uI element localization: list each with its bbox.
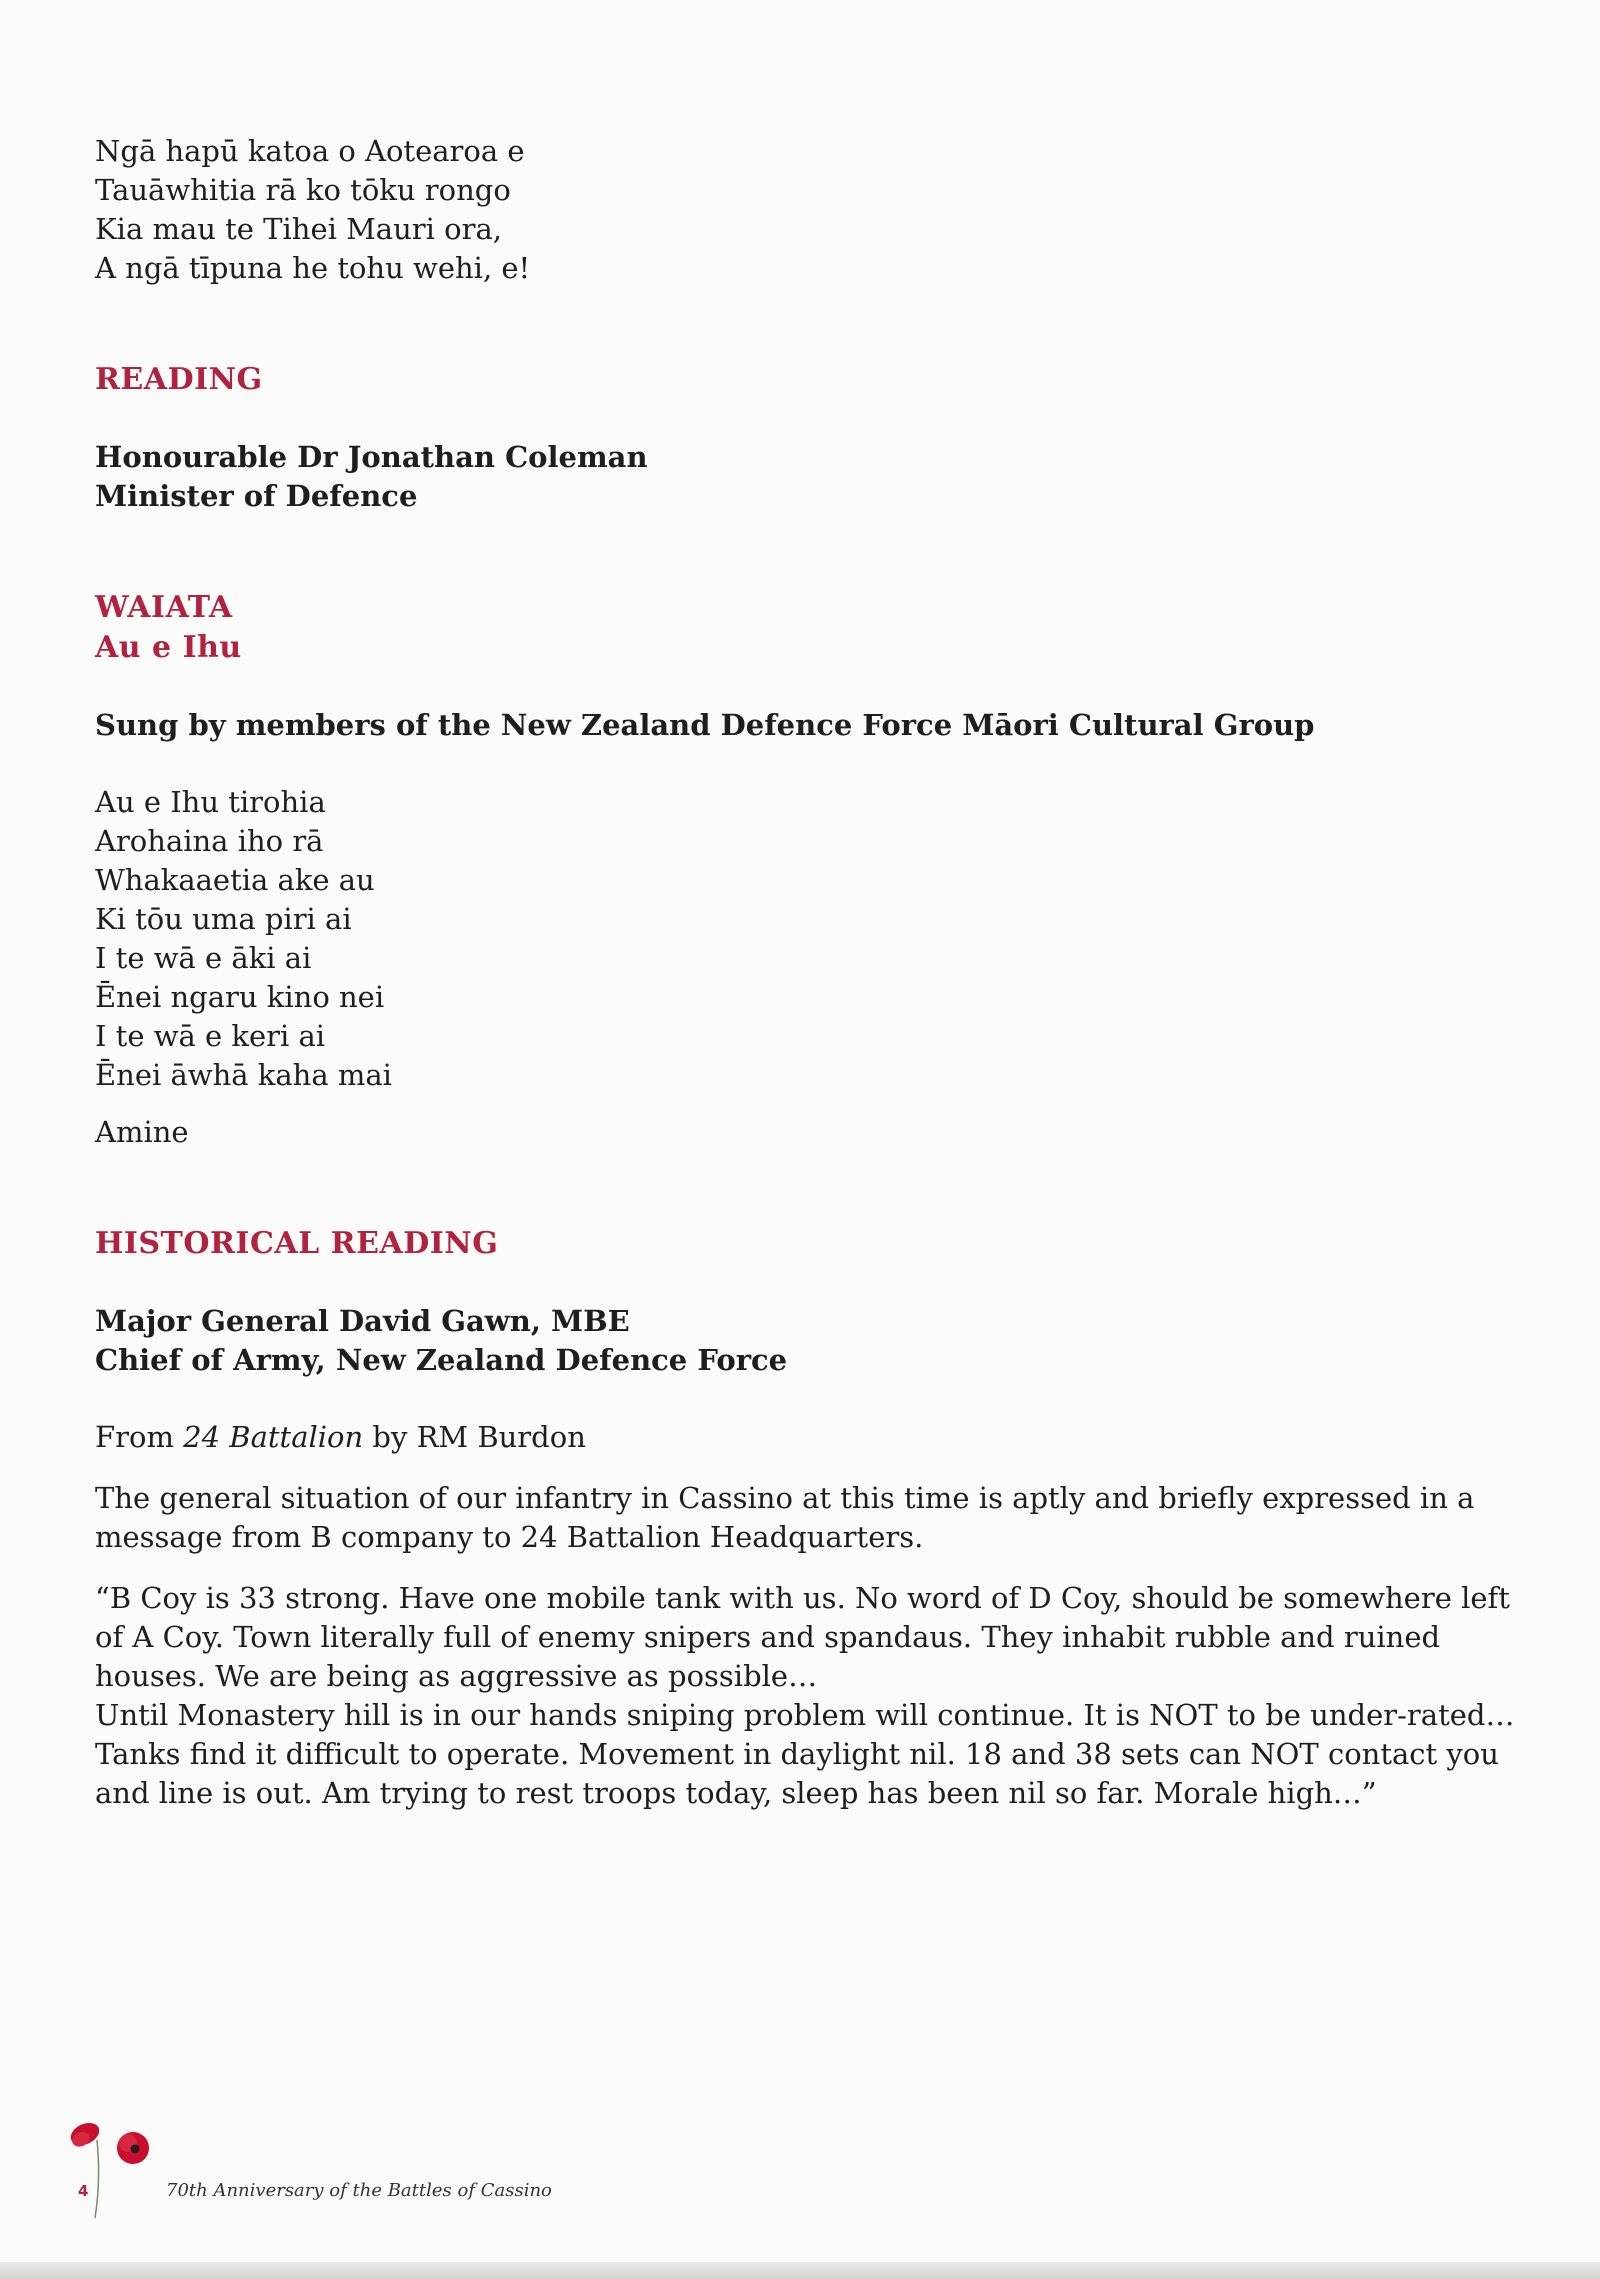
reader-title: Minister of Defence — [95, 479, 418, 513]
verse-line: Kia mau te Tihei Mauri ora, — [95, 212, 502, 246]
historical-reader-title: Chief of Army, New Zealand Defence Force — [95, 1343, 788, 1377]
verse-line: Tauāwhitia rā ko tōku rongo — [95, 173, 511, 207]
verse-line: Ngā hapū katoa o Aotearoa e — [95, 134, 525, 168]
historical-reading-heading: HISTORICAL READING — [95, 1226, 499, 1261]
historical-reader-name: Major General David Gawn, MBE — [95, 1304, 630, 1338]
intro-verse — [95, 132, 1515, 288]
reading-heading: READING — [95, 362, 263, 397]
lyric-line: I te wā e keri ai — [95, 1019, 326, 1053]
waiata-lyrics — [95, 783, 1515, 1095]
lyric-line: Au e Ihu tirohia — [95, 785, 326, 819]
source-prefix: From — [95, 1420, 184, 1454]
quote-part-2: Until Monastery hill is in our hands sniping problem will continue. It is NOT to be under-rated… Tanks find it difficult to operate. Movement in daylight nil. 18 and 38 sets can NOT contact you and line is out. Am trying to rest troops today, sleep has been nil so far. Morale high…” — [95, 1698, 1515, 1810]
historical-paragraph: The general situation of our infantry in Cassino at this time is aptly and briefly expressed in a message from B company to 24 Battalion Headquarters. — [95, 1481, 1475, 1554]
footer-title: 70th Anniversary of the Battles of Cassino — [166, 2180, 552, 2201]
lyric-line: Ki tōu uma piri ai — [95, 902, 352, 936]
page-content — [95, 132, 1515, 1813]
lyric-line: I te wā e āki ai — [95, 941, 312, 975]
source-citation — [95, 1418, 1515, 1457]
page-number: 4 — [78, 2182, 89, 2200]
lyric-line: Whakaaetia ake au — [95, 863, 375, 897]
waiata-performer: Sung by members of the New Zealand Defence Force Māori Cultural Group — [95, 708, 1315, 742]
lyric-line: Ēnei ngaru kino nei — [95, 980, 385, 1014]
poppy-icon — [55, 2110, 175, 2220]
waiata-heading: WAIATA — [95, 590, 233, 625]
waiata-amen: Amine — [95, 1115, 189, 1149]
source-suffix: by RM Burdon — [363, 1420, 586, 1454]
waiata-subheading: Au e Ihu — [95, 630, 242, 665]
lyric-line: Arohaina iho rā — [95, 824, 324, 858]
reader-name: Honourable Dr Jonathan Coleman — [95, 440, 648, 474]
verse-line: A ngā tīpuna he tohu wehi, e! — [95, 251, 531, 285]
page-edge — [0, 2262, 1600, 2279]
source-work: 24 Battalion — [183, 1420, 364, 1454]
quote-part-1: “B Coy is 33 strong. Have one mobile tank with us. No word of D Coy, should be somewhere left of A Coy. Town literally full of enemy snipers and spandaus. They inhabit rubble and ruined houses. We are being as aggressive as possible… — [95, 1581, 1510, 1693]
lyric-line: Ēnei āwhā kaha mai — [95, 1058, 392, 1092]
